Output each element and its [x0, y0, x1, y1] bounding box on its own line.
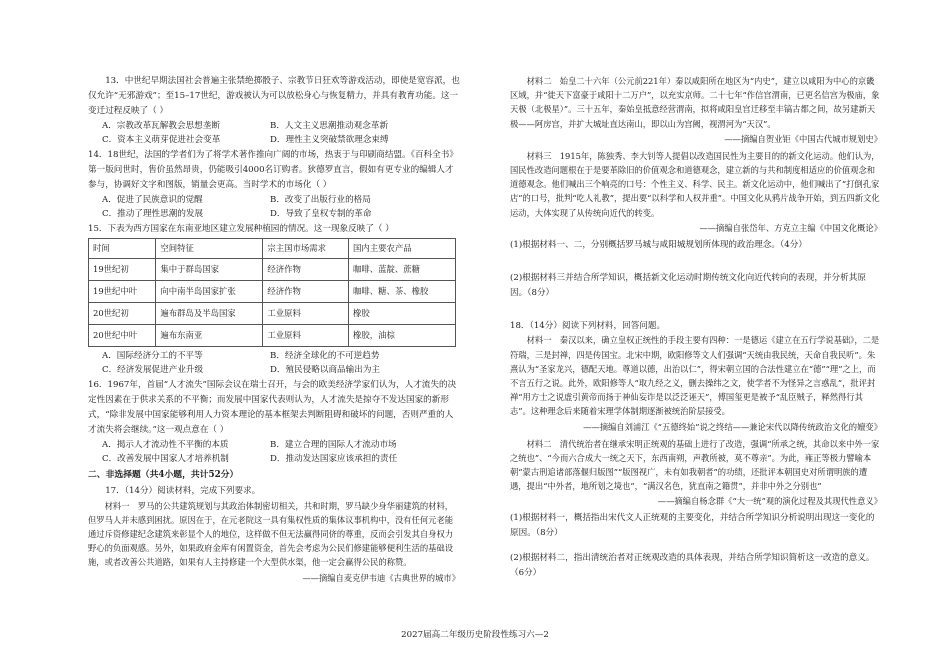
material-source: ——摘编自刘浦江《“五德终始”说之终结——兼论宋代以降传统政治文化的嬗变》 [583, 421, 882, 432]
question-17-material-3: 材料三 1915年，陈独秀、李大钊等人提倡以改造国民性为主要目的的新文化运动。他们认为，国民性改造问题根在于是要革除旧的价值观念和道德观念，建立新的与共和制度相适应的价值观念和道德观念。他们喊出三个响亮的口号：个性主义、科学、民主。新文化运动中，他们喊出了“打倒孔家店”的口号，批判“吃人礼教”，提出要“以科学和人权并重”。中国文化从鸦片战争开始，到五四新文化运动，大体实现了从传统向近代的转变。 [510, 150, 880, 218]
question-14-options [102, 193, 460, 222]
question-16-options [102, 438, 460, 467]
option: C．推动了理性思潮的发展 [102, 209, 204, 220]
table-cell: 19世纪中叶 [89, 280, 156, 302]
material-source: ——摘编自麦克伊韦迪《古典世界的城市》 [302, 572, 460, 583]
answer-space [510, 541, 882, 551]
table-cell: 遍布东南亚 [156, 324, 263, 346]
material-source: ——摘编自贺业钜《中国古代城市规划史》 [724, 133, 882, 144]
question-15-stem: 15．下表为西方国家在东南亚地区建立发展种植园的情况。这一现象反映了（ ） [88, 223, 394, 234]
question-18-material-2: 材料二 清代统治者在继承宋明正统观的基础上进行了改造，强调“所承之统，其命以来中外一家之统也”、“今而六合成大一统之天下，东西南朔，声教所被，莫不尊亲”。为此，雍正等极力譬喻本朝“蒙古刑追诸部落偃归版图”“版图视广，未有如我朝者”的功绩，还批评本朝国史对所谓明族的遭遇，提出“中外者，地所划之境也”，“满汉名色，犹直南之籍贯”，并非中外之分别也” [510, 438, 880, 492]
table-cell: 20世纪初 [89, 302, 156, 324]
table-row [89, 280, 456, 302]
table-cell: 工业原料 [263, 302, 349, 324]
question-13-stem: 13．中世纪早期法国社会普遍主张禁绝掷骰子、宗教节日狂欢等游戏活动，即使是宽容派，也仅允许“无邪游戏”；至15–17世纪，游戏被认为可以放松身心与恢复精力，并具有教育功能。这一变迁过程反映了（ ） [88, 76, 460, 116]
question-13-options [102, 119, 460, 148]
table-row [89, 302, 456, 324]
table-cell: 20世纪中叶 [89, 324, 156, 346]
plantation-table [88, 238, 456, 347]
table-header-cell: 宗主国市场需求 [263, 238, 349, 258]
option: D．理性主义突破禁欲理念束缚 [270, 135, 389, 146]
table-cell: 工业原料 [263, 324, 349, 346]
table-header-cell: 时间 [89, 238, 156, 258]
question-17-material-2: 材料二 始皇二十六年（公元前221年）秦以咸阳所在地区为“内史”，建立以咸阳为中心的京畿区域，并“徙天下富豪于咸阳十二万户”，以充实京师。二十七年“作信宫渭南，已更名信宫为极庙，象天极（北极星）”。三十五年，秦始皇抵意经营渭南，拟将咸阳皇宫迁移至丰镐古都之间，故另建新天极——阿房宫，并扩大城址直达南山，即以山为宫阙，视渭河为“天汉”。 [510, 76, 880, 129]
table-header-cell: 空间特征 [156, 238, 263, 258]
question-14-stem: 14．18世纪，法国的学者们为了将学术著作推向广阔的市场，热衷于与印刷商结盟。《百科全书》第一版问世时，售价虽然昂贵，仍能吸引4000名订购者。狄德罗直言，假如有更专业的编辑人才参与，协调好文字和图版，销量会更高。当时学术的市场化（ ） [88, 149, 458, 190]
option: A．宗教改革瓦解教会思想垄断 [102, 120, 220, 131]
answer-space [510, 253, 882, 271]
question-15-options [102, 349, 460, 378]
table-cell: 经济作物 [263, 258, 349, 280]
question-16-stem: 16．1967年，首届“人才流失”国际会议在瑞士召开，与会的欧美经济学家们认为，人才流失的决定性因素在于供求关系的不平衡；而发展中国家代表则认为，人才流失是掠夺不发达国家的新形式，“除非发展中国家能够利用人力资本理论的基本框架去判断阻碍和破坏的问题，否则严重的人才流失将会继续。”这一观点意在（ ） [88, 379, 457, 435]
option: B．建立合理的国际人才流动市场 [270, 439, 397, 450]
table-cell: 橡胶，油棕 [349, 324, 456, 346]
question-17-material-1: 材料一 罗马的公共建筑规划与其政治体制密切相关，共和时期，罗马缺少身华丽建筑的材料，但罗马人并未感到困扰。原因在于，在元老院这一具有集权性质的集体议事机构中，没有任何元老能通过斥资修建纪念建筑来彰显个人的地位，这样做不但无法赢得同侪的尊重，反而会引发其自身权力野心的负面观感。另外，如果政府金库有闲置资金，首先会考虑为公民们修建能够便利生活的基础设施，或者改善公共道路，如果有人主持修建一个大型供水渠，他一定会赢得公民的称赞。 [88, 500, 454, 568]
table-row [89, 258, 456, 280]
table-cell: 咖啡、蓝靛、蔗糖 [349, 258, 456, 280]
option: C．资本主义萌芽促进社会变革 [102, 135, 221, 146]
question-18-sub-1: (1)根据材料一，概括指出宋代文人正统观的主要变化，并结合所学知识分析说明出现这一变化的原因。（8分） [510, 513, 875, 539]
option: B．人文主义思潮推动观念革新 [270, 120, 389, 131]
left-column [88, 74, 460, 588]
table-header-row [89, 238, 456, 258]
option: D．殖民侵略以商品输出为主 [270, 365, 381, 376]
option: D．导致了皇权专制的革命 [270, 209, 372, 220]
page-footer: 2027届高二年级历史阶段性练习六—2 [401, 630, 549, 640]
option: D．推动发达国家应该承担的责任 [270, 454, 398, 465]
option: B．经济全球化的不可逆趋势 [270, 350, 380, 361]
question-18-material-1: 材料一 秦汉以来，确立皇权正统性的手段主要有四种：一是德运《建立在五行学说基础》，二是符瑞，三是封禅，四是传国宝。北宋中期，欧阳修等文人们强调“天统由我民统，天命自我民听”。朱熹认为“圣家龙兴，德配天地。尊道以德，出治以仁”，得宋朝立国的合法性建立在“德”“理”之上，而不言五行之说。此外，欧阳修等人“取九经之义，删去操纬之文，使学者不为怪异之言惑乱”，批评封禅“用方士之说虚引黄帝而扬于神仙妄诈是以泛泛诬天”，傅国玺更是被予“乱臣贼子，释然得行其志”。这种理念后来随着宋理学体制期逐渐被统治阶层接受。 [510, 335, 880, 417]
question-17-stem: 17．（14分）阅读材料，完成下列要求。 [105, 485, 261, 496]
material-source: ——摘编自张岱年、方克立主编《中国文化概论》 [699, 222, 882, 233]
question-17-sub-1: (1)根据材料一、二，分别概括罗马城与咸阳城规划所体现的政治理念。（4分） [510, 239, 807, 250]
section-heading: 二、非选择题（共4小题，共计52分） [88, 469, 239, 480]
table-header-cell: 国内主要农产品 [349, 238, 456, 258]
option: B．改变了出版行业的格局 [270, 194, 371, 205]
table-cell: 橡胶 [349, 302, 456, 324]
table-cell: 遍布群岛及半岛国家 [156, 302, 263, 324]
option: A．国际经济分工的不平等 [102, 350, 203, 361]
right-column [510, 74, 882, 581]
table-cell: 咖啡、糖、茶、橡胶 [349, 280, 456, 302]
question-17-sub-2: (2)根据材料三并结合所学知识，概括新文化运动时期传统文化向近代转向的表现，并分析其原因。（8分） [510, 272, 866, 298]
question-18-sub-2: (2)根据材料二，指出清统治者对正统观改造的具体表现，并结合所学知识简析这一改造的意义。（6分） [510, 553, 875, 579]
option: C．改善发展中国家人才培养机制 [102, 454, 229, 465]
table-row [89, 324, 456, 346]
table-cell: 19世纪初 [89, 258, 156, 280]
table-cell: 集中于群岛国家 [156, 258, 263, 280]
table-cell: 经济作物 [263, 280, 349, 302]
table-cell: 向中南半岛国家扩张 [156, 280, 263, 302]
material-source: ——摘编自杨念群《“大一统”观的演化过程及其现代性意义》 [657, 496, 882, 507]
answer-space [510, 301, 882, 319]
question-18-stem: 18．（14分）阅读下列材料，回答问题。 [510, 320, 666, 331]
option: A．促进了民族意识的觉醒 [102, 194, 203, 205]
option: A．揭示人才流动性不平衡的本质 [102, 439, 229, 450]
option: C．经济发展促进产业升级 [102, 365, 204, 376]
